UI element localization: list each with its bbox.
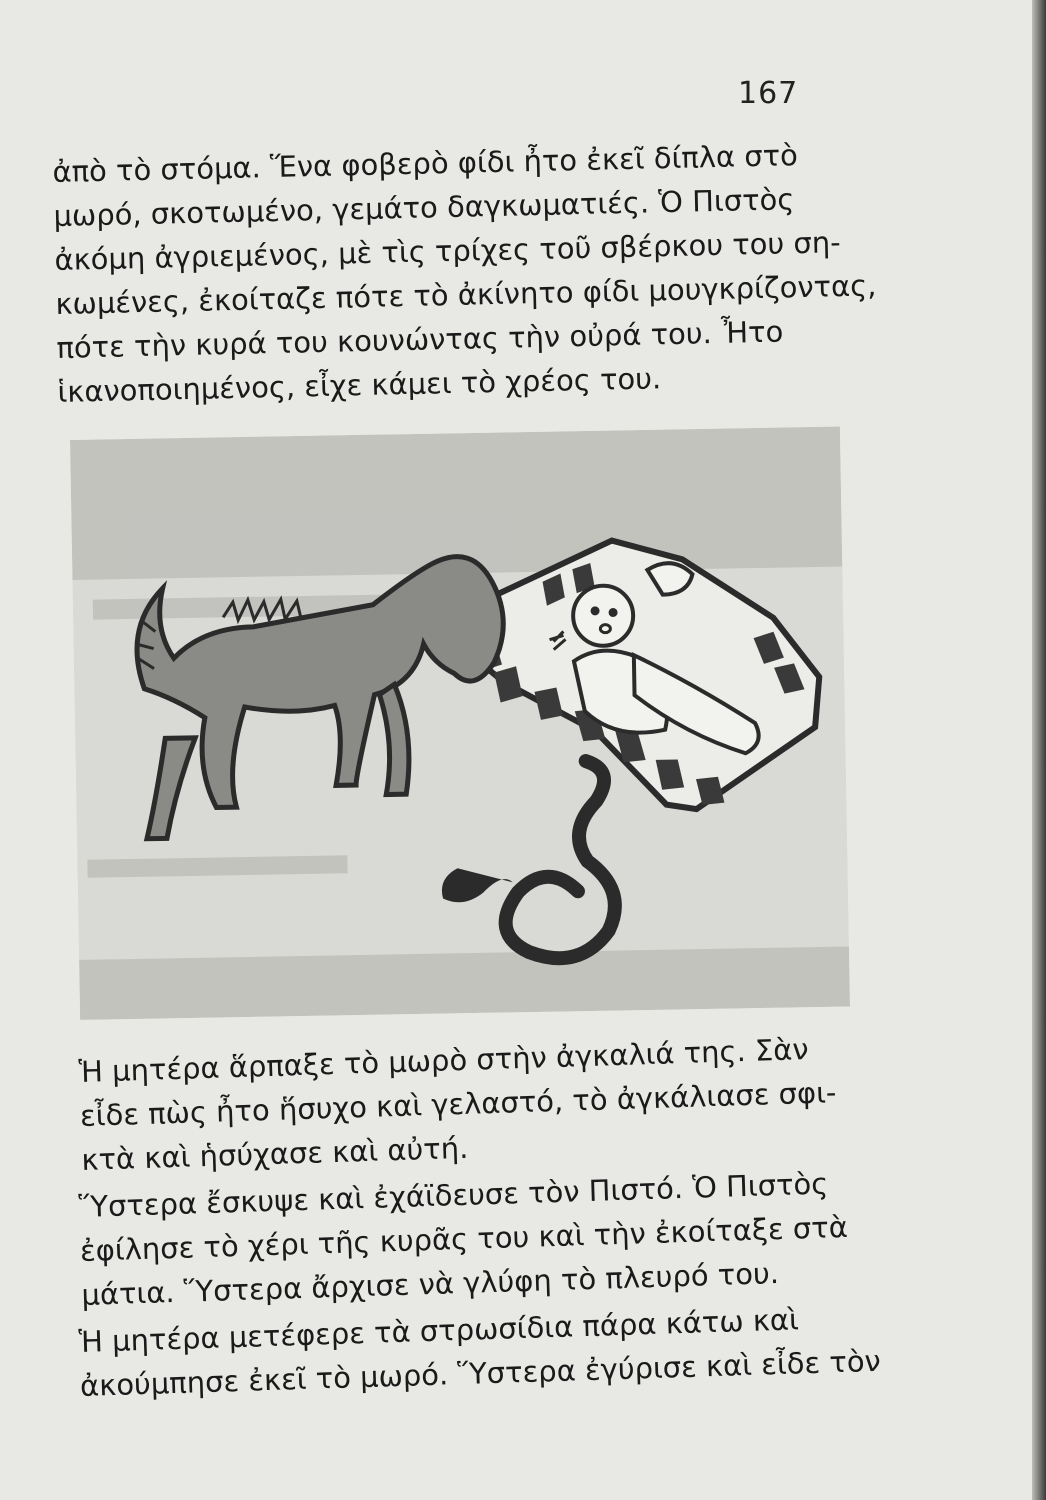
page-number: 167 — [738, 76, 799, 111]
text-line: κτὰ καὶ ἡσύχασε καὶ αὐτή. — [80, 1130, 469, 1177]
text-line: Ὕστερα ἔσκυψε καὶ ἐχάϊδευσε τὸν Πιστό. Ὁ Πιστὸς — [78, 1166, 829, 1224]
text-line: εἶδε πὼς ἦτο ἥσυχο καὶ γελαστό, τὸ ἀγκάλιασε σφι- — [79, 1075, 837, 1133]
text-line: πότε τὴν κυρά του κουνώντας τὴν οὐρά του. Ἦτο — [56, 314, 784, 365]
text-line: ἀκούμπησε ἐκεῖ τὸ μωρό. Ὕστερα ἐγύρισε καὶ εἶδε τὸν — [79, 1343, 882, 1403]
text-line: μωρό, σκοτωμένο, γεμάτο δαγκωματιές. Ὁ Πιστὸς — [53, 182, 795, 233]
paragraph-1 — [52, 131, 878, 414]
text-line: Ἡ μητέρα μετέφερε τὰ στρωσίδια πάρα κάτω καὶ — [78, 1302, 800, 1359]
illustration-dog-snake-baby — [70, 427, 850, 1020]
text-line: ἱκανοποιημένος, εἶχε κάμει τὸ χρέος του. — [57, 361, 662, 409]
page-edge-shadow — [1032, 0, 1046, 1500]
text-line: ἐφίλησε τὸ χέρι τῆς κυρᾶς του καὶ τὴν ἐκοίταξε στὰ — [79, 1209, 849, 1268]
text-line: ἀκόμη ἀγριεμένος, μὲ τὶς τρίχες τοῦ σβέρκου του ση- — [54, 225, 842, 277]
text-line: μάτια. Ὕστερα ἄρχισε νὰ γλύφη τὸ πλευρό του. — [80, 1256, 780, 1312]
text-line: κωμένες, ἐκοίταζε πότε τὸ ἀκίνητο φίδι μουγκρίζοντας, — [55, 268, 877, 321]
paragraph-3 — [78, 1160, 872, 1317]
text-line: ἀπὸ τὸ στόμα. Ἕνα φοβερὸ φίδι ἦτο ἐκεῖ δίπλα στὸ — [52, 138, 799, 189]
paragraph-2 — [78, 1025, 872, 1182]
text-line: Ἡ μητέρα ἅρπαξε τὸ μωρὸ στὴν ἀγκαλιά της. Σὰν — [78, 1032, 810, 1089]
